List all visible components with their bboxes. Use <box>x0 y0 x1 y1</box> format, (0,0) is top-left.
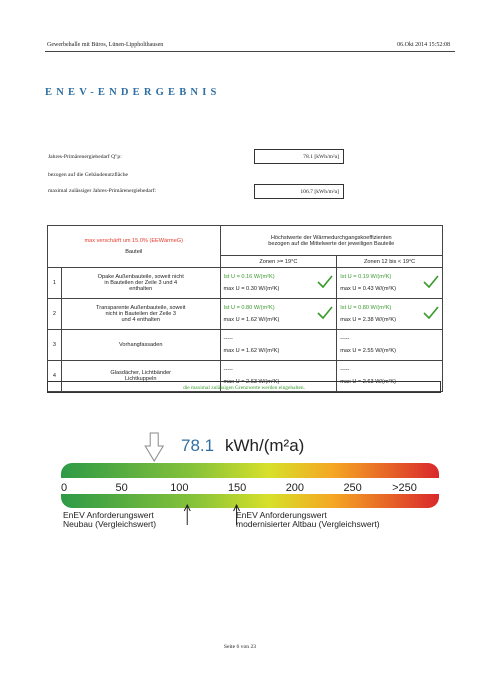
max-u-value: max U = 0.43 W/(m²K) <box>340 285 397 292</box>
header-divider <box>45 51 455 52</box>
page-title: ENEV-ENDERGEBNIS <box>45 87 221 98</box>
component-line: enthalten <box>129 286 153 292</box>
component-line: Transparente Außenbauteile, soweit <box>96 305 186 311</box>
zone-a-cell <box>220 268 337 299</box>
tightened-note: max verschärft um 15.0% (EEWärmeG) <box>84 238 184 244</box>
u-value-cell <box>221 269 337 298</box>
u-value-cell <box>221 300 337 329</box>
component-line: nicht in Bauteilen der Zeile 3 <box>105 311 177 317</box>
zone-b-cell <box>337 330 443 361</box>
u-value-header-line2: bezogen auf die Mittelwerte der jeweiligen Bauteile <box>268 240 395 247</box>
current-value-arrow <box>145 433 163 461</box>
max-energy-label: maximal zulässiger Jahres-Primärenergiebedarf: <box>48 188 156 194</box>
zone-b-cell <box>337 299 443 330</box>
scale-tick-label: 0 <box>61 482 68 494</box>
component-header-cell <box>48 226 221 268</box>
actual-u-value: ----- <box>223 335 233 342</box>
altbau-label-line1: EnEV Anforderungswert <box>236 510 327 520</box>
u-value-header-line1: Höchstwerte der Wärmedurchgangskoeffizienten <box>270 234 392 241</box>
max-u-value: max U = 2.63 W/(m²K) <box>223 378 280 385</box>
check-icon <box>423 306 439 320</box>
actual-u-value: ----- <box>340 366 350 373</box>
neubau-label <box>63 511 156 529</box>
zone-a-cell <box>220 330 337 361</box>
check-icon <box>317 275 333 289</box>
compliance-note: die maximal zulässigen Grenzwerte werden eingehalten. <box>47 381 441 393</box>
component-name <box>61 299 220 330</box>
scale-tick-label: 50 <box>115 482 128 494</box>
energy-value: 78.1 <box>181 436 215 455</box>
table-row <box>48 330 443 361</box>
row-number: 1 <box>48 268 62 299</box>
scale-tick-label: 100 <box>170 482 189 494</box>
max-u-value: max U = 1.62 W/(m²K) <box>223 347 280 354</box>
row-number: 3 <box>48 330 62 361</box>
max-u-value: max U = 2.38 W/(m²K) <box>340 316 397 323</box>
reference-area-label: bezogen auf die Gebäudenutzfläche <box>48 172 128 178</box>
page-footer: Seite 6 von 23 <box>223 644 257 650</box>
zone-a-cell <box>220 299 337 330</box>
component-line: Glasdächer, Lichtbänder <box>110 370 172 376</box>
component-line: Opake Außenbauteile, soweit nicht <box>97 274 184 280</box>
scale-tick-label: 200 <box>285 482 305 494</box>
table-row <box>48 299 443 330</box>
check-icon <box>317 306 333 320</box>
u-value-table <box>47 225 443 392</box>
primary-energy-value: 78.1 [kWh/m²a] <box>254 149 344 164</box>
actual-u-value: ----- <box>223 366 233 373</box>
max-u-value: max U = 0.30 W/(m²K) <box>223 285 280 292</box>
scale-tick-label: >250 <box>392 482 417 494</box>
actual-u-value: Ist U = 0.80 W/(m²K) <box>223 304 275 311</box>
scale-tick-label: 250 <box>343 482 362 494</box>
row-number: 4 <box>48 361 62 392</box>
neubau-label-line2: Neubau (Vergleichswert) <box>63 519 157 529</box>
component-name <box>61 330 220 361</box>
component-line: Vorhangfassaden <box>118 342 163 348</box>
component-name <box>61 268 220 299</box>
u-value-cell <box>337 269 442 298</box>
altbau-label-line2: modernisierter Altbau (Vergleichswert) <box>236 519 380 529</box>
max-energy-value: 106.7 [kWh/m²a] <box>254 184 344 199</box>
header-timestamp: 06.Okt 2014 15:52:08 <box>397 42 450 48</box>
u-value-cell <box>337 331 442 360</box>
u-value-cell <box>337 300 442 329</box>
zone-b-header: Zonen 12 bis < 19°C <box>337 256 443 268</box>
zone-a-header: Zonen >= 19°C <box>220 256 337 268</box>
max-u-value: max U = 2.55 W/(m²K) <box>340 347 397 354</box>
primary-energy-label: Jahres-Primärenergiebedarf Q"p: <box>48 154 122 160</box>
neubau-label-line1: EnEV Anforderungswert <box>63 510 154 520</box>
check-icon <box>423 275 439 289</box>
zone-b-cell <box>337 268 443 299</box>
max-u-value: max U = 2.63 W/(m²K) <box>340 378 397 385</box>
component-line: in Bauteilen der Zeile 3 und 4 <box>104 280 178 286</box>
actual-u-value: Ist U = 0.19 W/(m²K) <box>340 273 392 280</box>
altbau-label <box>236 511 380 529</box>
component-line: und 4 enthalten <box>121 317 161 323</box>
row-number: 2 <box>48 299 62 330</box>
actual-u-value: Ist U = 0.16 W/(m²K) <box>223 273 275 280</box>
actual-u-value: Ist U = 0.80 W/(m²K) <box>340 304 392 311</box>
actual-u-value: ----- <box>340 335 350 342</box>
component-header: Bauteil <box>125 249 143 255</box>
table-row <box>48 268 443 299</box>
header-project-name: Gewerbehalle mit Büros, Lünen-Lippholthausen <box>47 42 164 48</box>
u-value-cell <box>221 331 337 360</box>
scale-tick-label: 150 <box>227 482 247 494</box>
component-line: Lichtkuppeln <box>125 376 157 382</box>
u-value-header-cell <box>220 226 442 256</box>
energy-unit: kWh/(m²a) <box>225 436 305 455</box>
max-u-value: max U = 1.62 W/(m²K) <box>223 316 280 323</box>
